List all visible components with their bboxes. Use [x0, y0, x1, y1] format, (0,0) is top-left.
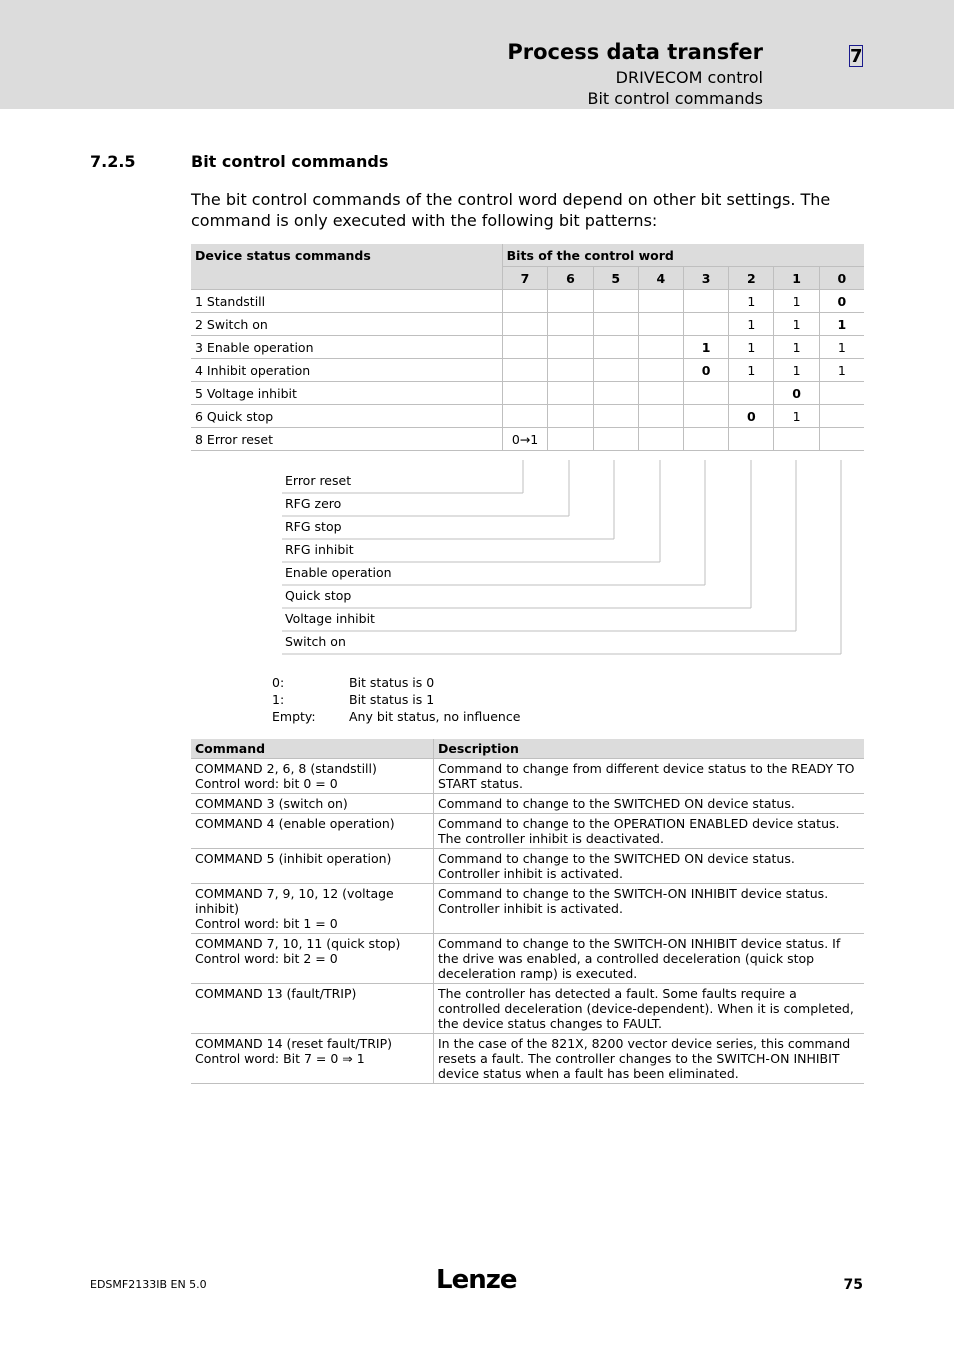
- page-title: Process data transfer: [507, 40, 763, 64]
- table-row: [191, 884, 864, 934]
- command-line: COMMAND 4 (enable operation): [195, 816, 395, 831]
- description-header: Description: [434, 739, 865, 759]
- bit-cell: 1: [729, 359, 774, 382]
- bit-number-5: 5: [593, 267, 638, 290]
- status-command-label: 4 Inhibit operation: [191, 359, 502, 382]
- bit-number-4: 4: [638, 267, 683, 290]
- device-status-header: Device status commands: [191, 244, 502, 290]
- diagram-label: RFG zero: [285, 496, 342, 511]
- command-cell: [191, 1034, 434, 1084]
- table-row: [191, 849, 864, 884]
- bit-cell: 1: [774, 290, 819, 313]
- description-cell: In the case of the 821X, 8200 vector device series, this command resets a fault. The controller changes to the SWITCH-ON INHIBIT device status when a fault has been eliminated.: [434, 1034, 865, 1084]
- command-line: COMMAND 14 (reset fault/TRIP): [195, 1036, 393, 1051]
- page-number: 75: [843, 1277, 863, 1293]
- bit-cell: 1: [774, 405, 819, 428]
- command-cell: [191, 934, 434, 984]
- header-subtitle-2: Bit control commands: [587, 89, 763, 108]
- chapter-badge: 7: [850, 46, 863, 67]
- key-meaning: Bit status is 1: [349, 692, 435, 707]
- diagram-label: Quick stop: [285, 588, 352, 603]
- command-line: COMMAND 7, 10, 11 (quick stop): [195, 936, 401, 951]
- table-row: [191, 934, 864, 984]
- status-command-label: 3 Enable operation: [191, 336, 502, 359]
- command-cell: [191, 794, 434, 814]
- bit-cell: 1: [774, 336, 819, 359]
- key-symbol: Empty:: [272, 709, 316, 724]
- description-cell: Command to change from different device status to the READY TO START status.: [434, 759, 865, 794]
- bit-cell: 1: [819, 359, 864, 382]
- description-cell: Command to change to the SWITCHED ON device status.: [434, 794, 865, 814]
- bit-cell: 1: [729, 336, 774, 359]
- header-subtitle-1: DRIVECOM control: [615, 68, 763, 87]
- diagram-label: RFG inhibit: [285, 542, 354, 557]
- bit-cell: 0: [819, 290, 864, 313]
- command-line: Control word: bit 1 = 0: [195, 916, 338, 931]
- description-cell: Command to change to the SWITCHED ON device status. Controller inhibit is activated.: [434, 849, 865, 884]
- bit-cell: 0→1: [502, 428, 548, 451]
- command-table: [191, 739, 864, 1084]
- key-meaning: Any bit status, no influence: [349, 709, 521, 724]
- document-code: EDSMF2133IB EN 5.0: [90, 1278, 207, 1291]
- table-row: [191, 1034, 864, 1084]
- command-line: Control word: Bit 7 = 0 ⇒ 1: [195, 1051, 365, 1066]
- control-word-bits-header: Bits of the control word: [502, 244, 864, 267]
- description-cell: Command to change to the OPERATION ENABLED device status. The controller inhibit is deactivated.: [434, 814, 865, 849]
- command-line: COMMAND 7, 9, 10, 12 (voltage inhibit): [195, 886, 394, 916]
- bit-cell: 1: [729, 290, 774, 313]
- bit-cell: 1: [729, 313, 774, 336]
- status-command-label: 2 Switch on: [191, 313, 502, 336]
- command-cell: [191, 849, 434, 884]
- command-cell: [191, 759, 434, 794]
- command-cell: [191, 884, 434, 934]
- status-command-label: 6 Quick stop: [191, 405, 502, 428]
- command-table-header: [191, 739, 864, 759]
- diagram-label: Enable operation: [285, 565, 392, 580]
- description-cell: Command to change to the SWITCH-ON INHIBIT device status. Controller inhibit is activated.: [434, 884, 865, 934]
- bit-number-2: 2: [729, 267, 774, 290]
- command-line: COMMAND 13 (fault/TRIP): [195, 986, 357, 1001]
- table-row: [191, 814, 864, 849]
- bit-number-6: 6: [548, 267, 593, 290]
- lenze-logo: Lenze: [436, 1265, 517, 1295]
- bit-number-1: 1: [774, 267, 819, 290]
- diagram-label: Switch on: [285, 634, 346, 649]
- bit-cell: 1: [774, 359, 819, 382]
- command-line: Control word: bit 0 = 0: [195, 776, 338, 791]
- section-number: 7.2.5: [90, 152, 136, 171]
- bit-cell: 1: [819, 313, 864, 336]
- command-line: COMMAND 2, 6, 8 (standstill): [195, 761, 377, 776]
- status-command-label: 8 Error reset: [191, 428, 502, 451]
- key-meaning: Bit status is 0: [349, 675, 435, 690]
- table-row: [191, 984, 864, 1034]
- diagram-label: Voltage inhibit: [285, 611, 375, 626]
- key-symbol: 0:: [272, 675, 285, 690]
- status-command-label: 5 Voltage inhibit: [191, 382, 502, 405]
- bit-cell: 0: [729, 405, 774, 428]
- description-cell: Command to change to the SWITCH-ON INHIBIT device status. If the drive was enabled, a controlled deceleration (quick stop deceleration ramp) is executed.: [434, 934, 865, 984]
- bit-cell: 0: [774, 382, 819, 405]
- bit-number-3: 3: [684, 267, 729, 290]
- command-cell: [191, 984, 434, 1034]
- command-line: COMMAND 5 (inhibit operation): [195, 851, 392, 866]
- diagram-label: RFG stop: [285, 519, 342, 534]
- command-line: Control word: bit 2 = 0: [195, 951, 338, 966]
- description-cell: The controller has detected a fault. Some faults require a controlled deceleration (device-dependent). When it is completed, the device status changes to FAULT.: [434, 984, 865, 1034]
- table-row: [191, 794, 864, 814]
- command-header: Command: [191, 739, 434, 759]
- intro-paragraph: The bit control commands of the control word depend on other bit settings. The command is only executed with the following bit patterns:: [191, 190, 831, 230]
- diagram-label: Error reset: [285, 473, 352, 488]
- bit-cell: 1: [774, 313, 819, 336]
- status-command-label: 1 Standstill: [191, 290, 502, 313]
- bit-cell: 1: [819, 336, 864, 359]
- bit-cell: 0: [684, 359, 729, 382]
- bit-number-0: 0: [819, 267, 864, 290]
- command-line: COMMAND 3 (switch on): [195, 796, 348, 811]
- key-symbol: 1:: [272, 692, 285, 707]
- table-row: [191, 759, 864, 794]
- section-title: Bit control commands: [191, 152, 389, 171]
- bit-cell: 1: [684, 336, 729, 359]
- bit-number-7: 7: [502, 267, 548, 290]
- command-cell: [191, 814, 434, 849]
